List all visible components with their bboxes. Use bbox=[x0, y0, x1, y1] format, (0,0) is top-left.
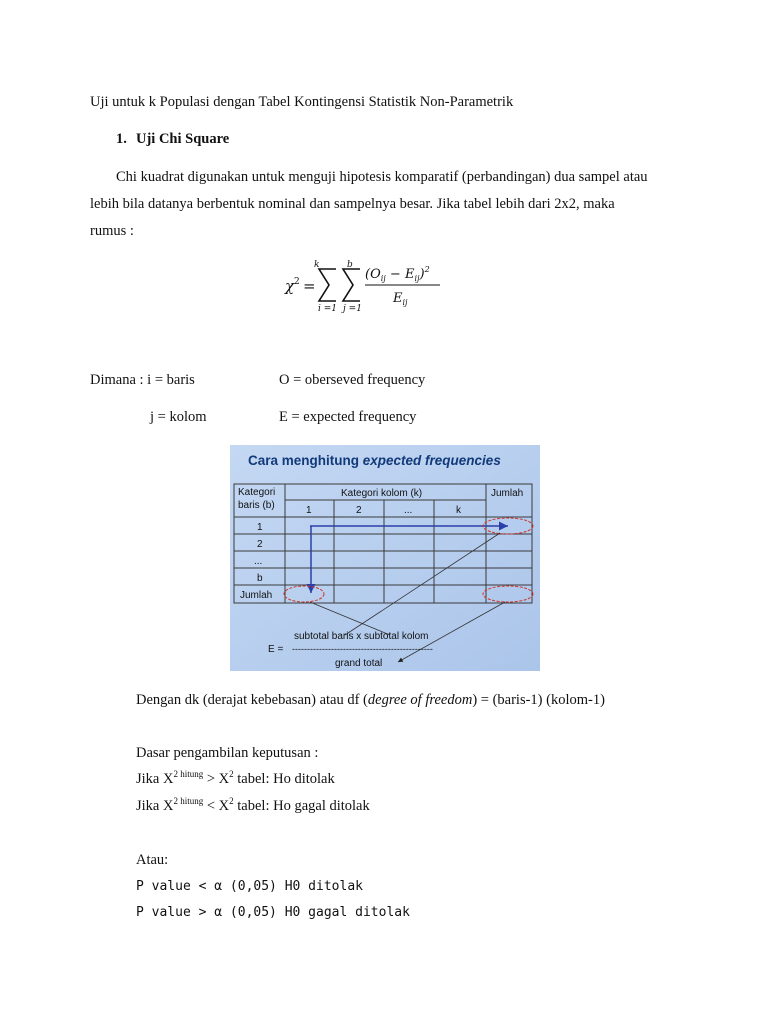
denominator-sub: ij bbox=[402, 298, 408, 307]
svg-text:(Oij − Eij)2 bbox=[365, 265, 430, 283]
intro-line-2: lebih bila datanya berbentuk nominal dan sampelnya besar. Jika tabel lebih dari 2x2, maka bbox=[90, 196, 615, 212]
rule1-part-a: Jika X bbox=[136, 771, 174, 787]
column-header: Kategori kolom (k) bbox=[341, 488, 423, 499]
row-header-line-2: baris (b) bbox=[238, 500, 275, 511]
numerator-mid: − E bbox=[385, 267, 415, 282]
col-label-2: 2 bbox=[356, 505, 362, 516]
section-heading: Uji Chi Square bbox=[136, 131, 230, 147]
formula-equals: = bbox=[303, 277, 316, 295]
col-label-3: ... bbox=[404, 505, 413, 516]
formula-lhs-exponent: 2 bbox=[294, 277, 300, 287]
sum1-upper: k bbox=[314, 260, 320, 270]
col-label-1: 1 bbox=[306, 505, 312, 516]
degree-of-freedom-line bbox=[136, 691, 605, 709]
numerator-exponent: 2 bbox=[424, 265, 430, 274]
row-label-1: 1 bbox=[257, 522, 263, 533]
numerator-open: (O bbox=[365, 267, 381, 282]
numerator-close: ) bbox=[419, 267, 425, 282]
row-label-3: ... bbox=[254, 556, 263, 567]
svg-text:Eij bbox=[392, 291, 408, 307]
dashed-fraction-line: ----------------------------------------------- bbox=[292, 644, 433, 654]
pvalue-rule-1: P value < α (0,05) H0 ditolak bbox=[136, 879, 363, 894]
decision-rule-2 bbox=[136, 797, 370, 815]
df-italic: degree of freedom bbox=[367, 692, 473, 708]
sigma-1-icon bbox=[319, 269, 336, 301]
rule1-sup-2: 2 bbox=[229, 769, 234, 779]
sum2-lower: j =1 bbox=[343, 304, 362, 314]
legend-o-definition: O = oberseved frequency bbox=[279, 372, 426, 388]
figure-title-italic: expected frequencies bbox=[362, 453, 501, 468]
col-label-k: k bbox=[456, 505, 461, 516]
decision-rule-1 bbox=[136, 770, 335, 788]
row-label-2: 2 bbox=[257, 539, 263, 550]
numerator-sub-1: ij bbox=[380, 274, 386, 283]
legend-label: Dimana : i = baris bbox=[90, 372, 195, 388]
jumlah-header: Jumlah bbox=[491, 488, 524, 499]
formula-lhs: χ bbox=[285, 277, 295, 295]
denominator-label: grand total bbox=[335, 658, 383, 669]
rule1-part-c: tabel: Ho ditolak bbox=[233, 771, 335, 787]
intro-line-3: rumus : bbox=[90, 223, 134, 239]
sum1-lower: i =1 bbox=[318, 304, 338, 314]
numerator-label: subtotal baris x subtotal kolom bbox=[294, 631, 429, 642]
legend-e-definition: E = expected frequency bbox=[279, 409, 417, 425]
df-prefix: Dengan dk (derajat kebebasan) atau df ( bbox=[136, 692, 368, 708]
expected-frequencies-figure bbox=[230, 445, 540, 671]
document-title: Uji untuk k Populasi dengan Tabel Kontingensi Statistik Non-Parametrik bbox=[90, 94, 514, 110]
section-number: 1. bbox=[116, 131, 127, 147]
chi-square-formula bbox=[283, 256, 453, 316]
legend-j-definition: j = kolom bbox=[150, 409, 207, 425]
pvalue-rule-2: P value > α (0,05) H0 gagal ditolak bbox=[136, 905, 410, 920]
row-label-b: b bbox=[257, 573, 263, 584]
rule1-part-b: > X bbox=[203, 771, 230, 787]
atau-heading: Atau: bbox=[136, 852, 169, 868]
svg-text:Cara menghitung expected frequ bbox=[248, 453, 501, 468]
decision-heading: Dasar pengambilan keputusan : bbox=[136, 745, 319, 761]
rule2-part-a: Jika X bbox=[136, 798, 174, 814]
figure-title: Cara menghitung bbox=[248, 453, 363, 468]
e-equals-label: E = bbox=[268, 644, 284, 655]
sigma-2-icon bbox=[343, 269, 360, 301]
rule1-sup-hitung: 2 hitung bbox=[173, 769, 204, 779]
df-suffix: ) = (baris-1) (kolom-1) bbox=[472, 692, 605, 708]
sum2-upper: b bbox=[347, 260, 353, 270]
denominator: E bbox=[393, 291, 403, 306]
numerator-sub-2: ij bbox=[414, 274, 420, 283]
rule2-sup-hitung: 2 hitung bbox=[173, 796, 204, 806]
row-label-jumlah: Jumlah bbox=[240, 590, 273, 601]
rule2-part-c: tabel: Ho gagal ditolak bbox=[233, 798, 370, 814]
row-header-line-1: Kategori bbox=[238, 487, 276, 498]
rule2-part-b: < X bbox=[203, 798, 230, 814]
intro-line-1: Chi kuadrat digunakan untuk menguji hipotesis komparatif (perbandingan) dua sampel atau bbox=[116, 169, 648, 185]
rule2-sup-2: 2 bbox=[229, 796, 234, 806]
